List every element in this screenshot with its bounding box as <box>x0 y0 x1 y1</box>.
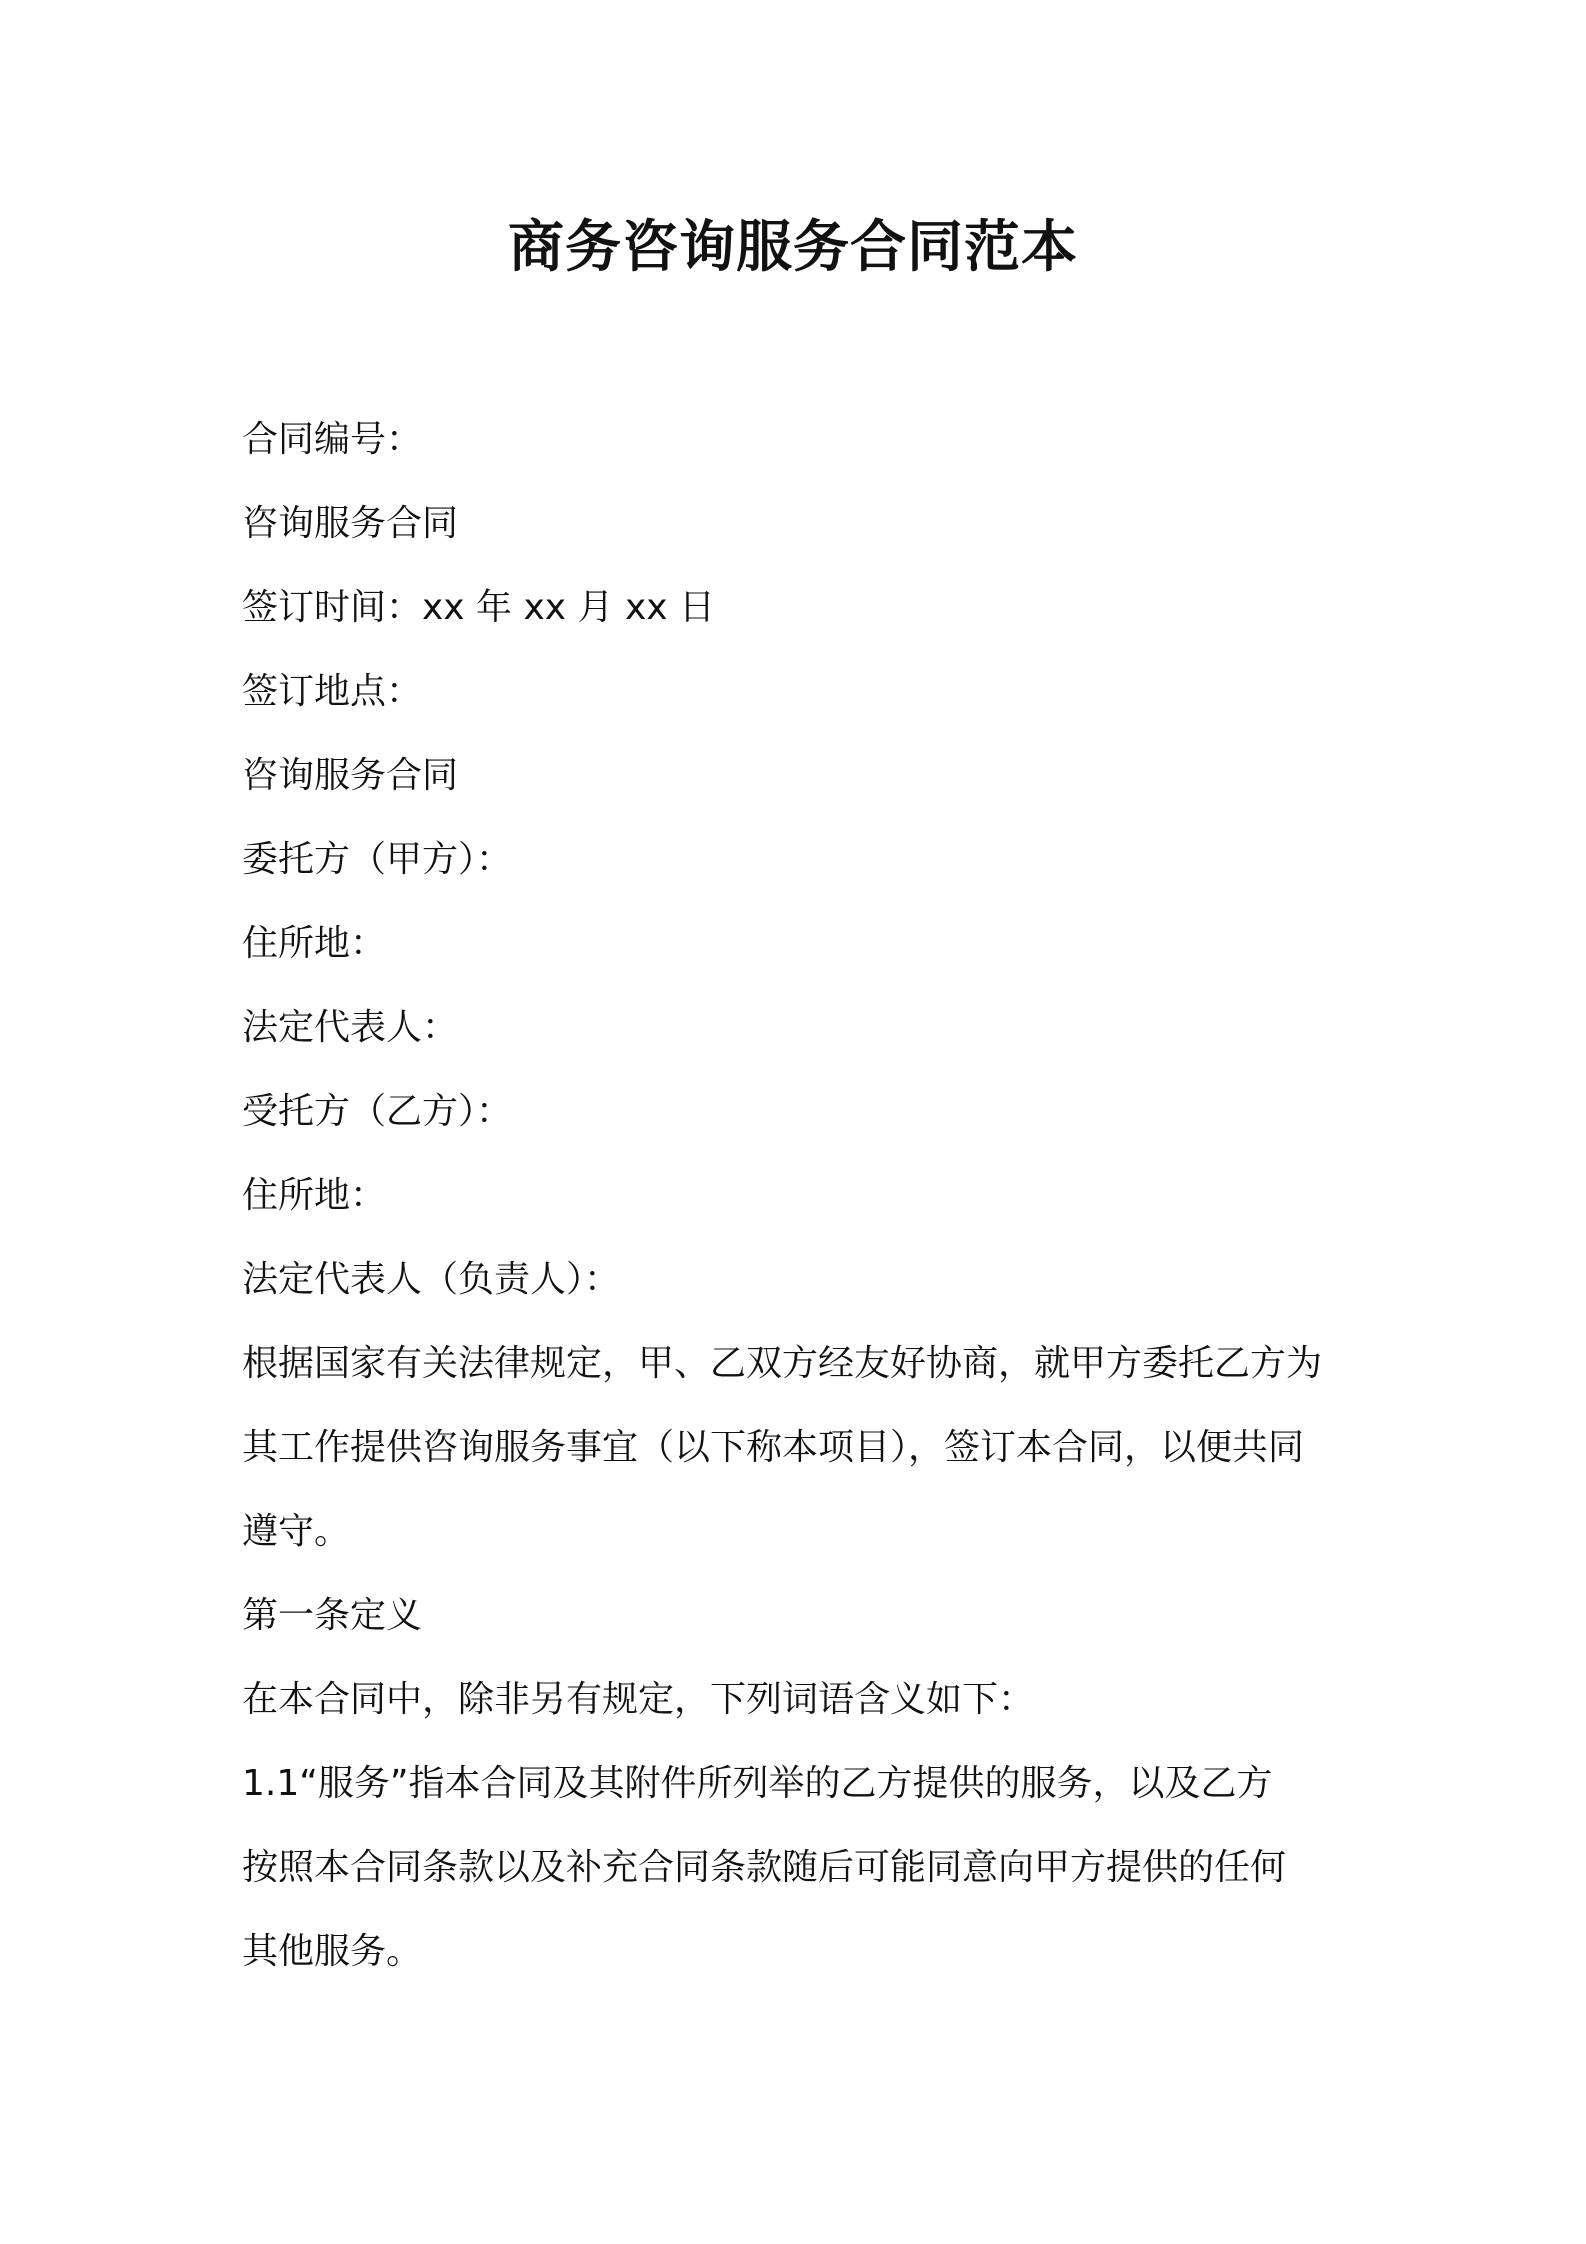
party-a-address-line: 住所地： <box>242 923 387 964</box>
definition-1-1-line-3: 其他服务。 <box>242 1931 423 1972</box>
signing-date-line: 签订时间：xx 年 xx 月 xx 日 <box>242 587 716 628</box>
contract-type-line: 咨询服务合同 <box>242 503 459 544</box>
signing-place-line: 签订地点： <box>242 671 423 712</box>
definitions-intro-line: 在本合同中，除非另有规定，下列词语含义如下： <box>242 1679 1035 1720</box>
article-one-heading: 第一条定义 <box>242 1595 423 1636</box>
party-b-representative-line: 法定代表人（负责人）： <box>242 1259 621 1300</box>
party-a-line: 委托方（甲方）： <box>242 839 513 880</box>
definition-1-1-line-2: 按照本合同条款以及补充合同条款随后可能同意向甲方提供的任何 <box>242 1847 1287 1888</box>
party-b-address-line: 住所地： <box>242 1175 387 1216</box>
document-title: 商务咨询服务合同范本 <box>508 215 1078 280</box>
party-a-representative-line: 法定代表人： <box>242 1007 459 1048</box>
contract-number-line: 合同编号： <box>242 419 423 460</box>
definition-1-1-line-1: 1.1“服务”指本合同及其附件所列举的乙方提供的服务，以及乙方 <box>242 1763 1273 1804</box>
document-body <box>242 398 1352 1994</box>
party-b-line: 受托方（乙方）： <box>242 1091 513 1132</box>
preamble-line-2: 其工作提供咨询服务事宜（以下称本项目），签订本合同，以便共同 <box>242 1427 1305 1468</box>
contract-type-line-repeat: 咨询服务合同 <box>242 755 459 796</box>
preamble-line-3: 遵守。 <box>242 1511 351 1552</box>
preamble-line-1: 根据国家有关法律规定，甲、乙双方经友好协商，就甲方委托乙方为 <box>242 1343 1323 1384</box>
